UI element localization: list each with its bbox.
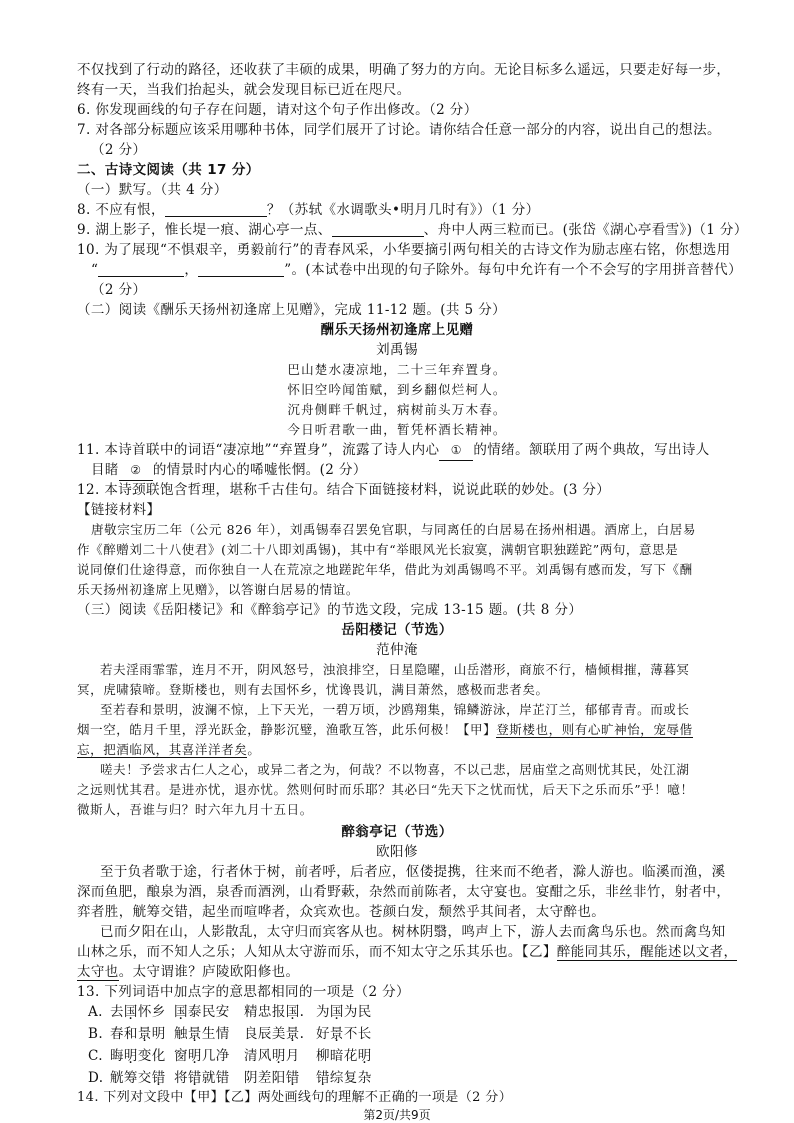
option-word: 国泰民安 [174,1004,230,1020]
option-word: 将错就错 [174,1070,230,1086]
zuiweng-title: 醉翁亭记（节选） [341,824,453,840]
poem-line: 怀旧空吟闻笛赋，到乡翻似烂柯人。 [287,382,507,397]
option-label: B. [88,1026,104,1042]
option-word: 好景不长 [316,1026,372,1042]
option-label: A. [88,1004,103,1020]
question-11-text-cont: 的情景时内心的唏嘘怅惘。(2 分） [152,462,367,478]
answer-blank[interactable] [98,261,184,277]
question-10-note: ”。(本试卷中出现的句子除外。每句中允许有一个不会写的字用拼音替代） [284,262,742,278]
answer-blank[interactable] [165,201,267,217]
passage-line: 微斯人，吾谁与归？时六年九月十五日。 [77,802,313,817]
passage-line: 至于负者歌于途，行者休于树，前者呼，后者应，伛偻提携，往来而不绝者，滁人游也。临溪而渔，溪 [100,864,726,880]
question-9-source: 、舟中人两三粒而已。(张岱《湖心亭看雪》)（1 分） [423,222,748,238]
page-footer: 第2页/共9页 [363,1108,431,1122]
option-word: 为国为民 [316,1004,372,1020]
option-word: 春和景明 [110,1026,166,1042]
question-9 [77,220,748,240]
passage-line: 之远则忧其君。是进亦忧，退亦忧。然则何时而乐耶？其必曰“先天下之忧而忧，后天下之乐而乐”乎！噫！ [77,782,694,797]
option-c[interactable] [88,1046,380,1066]
question-11-text: 目睹 [91,462,119,478]
poem-line: 今日听君歌一曲，暂凭杯酒长精神。 [287,422,507,437]
blank-marker-1[interactable]: ① [439,440,473,461]
option-word: 良辰美景. [244,1026,305,1042]
link-material-text: 唐敬宗宝历二年（公元 826 年），刘禹锡奉召罢免官职，与同离任的白居易在扬州相遇。酒席上，白居易 [91,522,696,537]
question-11 [77,440,710,461]
link-material-text: 作《醉赠刘二十八使君》(刘二十八即刘禹锡)，其中有“举眼风光长寂寞，满朝官职独蹉跎”两句，意思是 [77,542,679,557]
poem-line: 沉舟侧畔千帆过，病树前头万木春。 [287,402,507,417]
passage-line [77,740,260,760]
question-8 [77,200,540,220]
dot-char: 明 [123,1048,138,1064]
link-material-heading: 【链接材料】 [77,502,161,518]
option-word: 精忠报国. [244,1004,305,1020]
section-2-heading: 二、古诗文阅读（共 17 分） [77,162,260,178]
option-d[interactable] [88,1068,380,1088]
subsection-2-heading: （二）阅读《酬乐天扬州初逢席上见赠》，完成 11-12 题。(共 5 分） [77,302,506,318]
underlined-sentence-yi: 醉能同其乐，醒能述以文者， [556,944,738,960]
answer-blank[interactable] [198,261,284,277]
passage-line [77,962,299,982]
question-8-text: 8. 不应有恨， [77,202,165,218]
question-11-text-cont: 的情绪。颔联用了两个典故，写出诗人 [473,442,710,458]
option-word: 阴差阳错 [244,1070,300,1086]
question-10-score: （2 分） [91,282,147,298]
passage-text: 。太守谓谁？庐陵欧阳修也。 [118,964,300,980]
option-word: 柳暗花明 [316,1048,372,1064]
answer-blank[interactable] [332,221,424,237]
yueyang-author: 范仲淹 [376,642,418,658]
comma: ， [184,262,199,278]
dot-char: 错 [285,1070,300,1086]
question-14: 14. 下列对文段中【甲】【乙】两处画线句的理解不正确的一项是（2 分） [77,1090,513,1105]
passage-text: 。 [247,742,261,757]
passage-line: 嗟夫！予尝求古仁人之心，或异二者之为，何哉？不以物喜，不以己悲，居庙堂之高则忧其民，处江湖 [100,762,690,777]
subsection-1-heading: （一）默写。（共 4 分） [77,182,228,198]
dot-char: 国 [123,1004,138,1020]
blank-marker-2[interactable]: ② [119,460,153,481]
question-13: 13. 下列词语中加点字的意思都相同的一项是（2 分） [77,984,410,1000]
passage-text: 山林之乐，而不知人之乐；人知从太守游而乐，而不知太守之乐其乐也。【乙】 [77,944,557,960]
text-line: 不仅找到了行动的路径，还收获了丰硕的成果，明确了努力的方向。无论目标多么遥远，只要走好每一步， [77,62,731,78]
question-6: 6. 你发现画线的句子存在问题，请对这个句子作出修改。（2 分） [77,102,478,118]
zuiweng-author: 欧阳修 [376,844,418,860]
option-word: 觥筹交错 [110,1070,166,1086]
dot-char: 景 [137,1026,152,1042]
dot-char: 错 [151,1070,166,1086]
underlined-sentence-yi-cont: 太守也 [77,964,119,980]
dot-char: 国 [285,1004,300,1020]
question-8-source: ？（苏轼《水调歌头•明月几时有》）（1 分） [266,202,540,218]
poem-line: 巴山楚水凄凉地，二十三年弃置身。 [287,362,507,377]
underlined-sentence-jia-cont: 忘，把酒临风，其喜洋洋者矣 [77,742,248,757]
dot-char: 景 [329,1026,344,1042]
option-label: D. [88,1070,104,1086]
option-b[interactable] [88,1024,380,1044]
dot-char: 明 [357,1048,372,1064]
open-quote: “ [91,262,99,278]
option-word: 触景生情 [174,1026,230,1042]
option-a[interactable] [88,1002,380,1022]
option-word: 去国怀乡 [110,1004,166,1020]
passage-line: 冥，虎啸猿啼。登斯楼也，则有去国怀乡，忧谗畏讥，满目萧然，感极而悲者矣。 [77,682,549,697]
dot-char: 景 [285,1026,300,1042]
passage-line: 已而夕阳在山，人影散乱，太守归而宾客从也。树林阴翳，鸣声上下，游人去而禽鸟乐也。然而禽鸟知 [100,924,726,940]
dot-char: 景 [187,1026,202,1042]
passage-line: 至若春和景明，波澜不惊，上下天光，一碧万顷，沙鸥翔集，锦鳞游泳，岸芷汀兰，郁郁青青。而或长 [100,702,690,717]
option-word: 晦明变化 [110,1048,166,1064]
dot-char: 错 [316,1070,330,1086]
dot-char: 错 [187,1070,202,1086]
dot-char: 国 [174,1004,188,1020]
poem-author: 刘禹锡 [376,342,418,358]
poem-title: 酬乐天扬州初逢席上见赠 [320,322,474,338]
question-10: 10. 为了展现“不惧艰辛，勇毅前行”的青春风采，小华要摘引两句相关的古诗文作为励志座右铭，你想选用 [77,242,731,258]
passage-text: 烟一空，皓月千里，浮光跃金，静影沉璧，渔歌互答，此乐何极！【甲】 [77,722,497,737]
question-9-text: 9. 湖上影子，惟长堤一痕、湖心亭一点、 [77,222,332,238]
underlined-sentence-jia: 登斯楼也，则有心旷神怡，宠辱偕 [496,722,693,737]
passage-line: 若夫淫雨霏霏，连月不开，阴风怒号，浊浪排空，日星隐曜，山岳潜形，商旅不行，樯倾楫摧，薄暮冥 [100,662,690,677]
question-11-cont [91,460,367,481]
dot-char: 明 [187,1048,202,1064]
option-word: 窗明几净 [174,1048,230,1064]
link-material-text: 说同僚们仕途得意，而你独自一人在荒凉之地蹉跎年华，借此为刘禹锡鸣不平。刘禹锡有感而发，写下《酬 [77,562,693,577]
option-word: 清风明月 [244,1048,300,1064]
link-material-text: 乐天扬州初逢席上见赠》，以答谢白居易的情谊。 [77,582,359,597]
question-7: 7. 对各部分标题应该采用哪种书体，同学们展开了讨论。请你结合任意一部分的内容，说出自己的想法。 [77,122,721,138]
question-7-score: （2 分） [91,142,147,158]
dot-char: 明 [271,1048,286,1064]
passage-line [77,720,693,740]
subsection-3-heading: （三）阅读《岳阳楼记》和《醉翁亭记》的节选文段，完成 13-15 题。(共 8 分） [77,602,583,618]
passage-line: 深而鱼肥，酿泉为酒，泉香而酒洌，山肴野蔌，杂然而前陈者，太守宴也。宴酣之乐，非丝非竹，射者中， [77,884,731,900]
question-10-answer-line [91,260,742,280]
passage-line [77,942,737,962]
dot-char: 国 [329,1004,344,1020]
question-12: 12. 本诗颈联饱含哲理，堪称千古佳句。结合下面链接材料，说说此联的妙处。(3 分） [77,482,611,498]
question-11-text: 11. 本诗首联中的词语“凄凉地”“弃置身”，流露了诗人内心 [77,442,440,458]
option-word: 错综复杂 [316,1070,372,1086]
passage-line: 弈者胜，觥筹交错，起坐而喧哗者，众宾欢也。苍颜白发，颓然乎其间者，太守醉也。 [77,904,606,920]
yueyang-title: 岳阳楼记（节选） [341,622,453,638]
option-label: C. [88,1048,103,1064]
text-line: 终有一天，当我们抬起头，就会发现目标已近在咫尺。 [77,82,411,98]
